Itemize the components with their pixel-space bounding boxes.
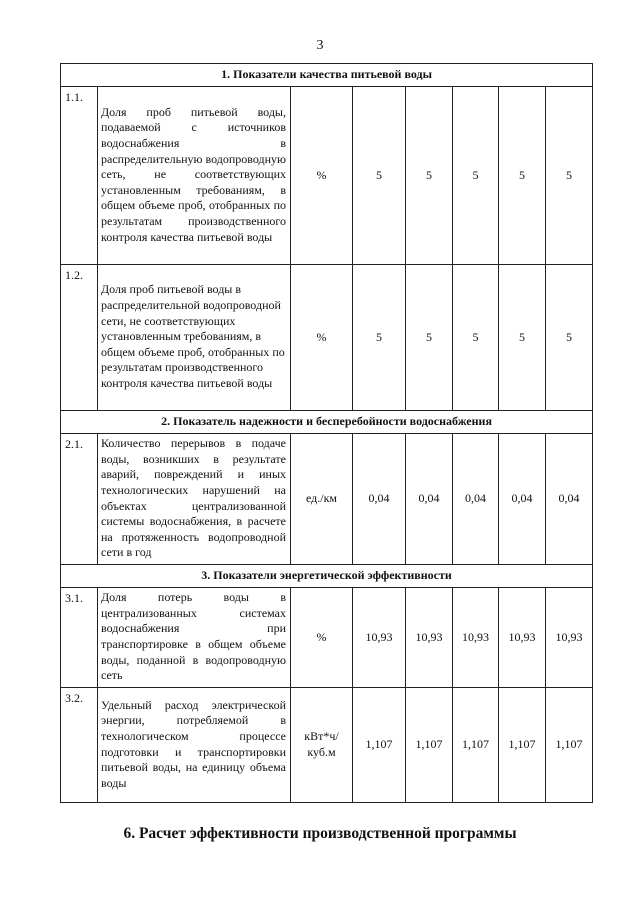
- section-header: [61, 411, 593, 434]
- value-cell: 1,107: [406, 688, 453, 803]
- table-row: [61, 434, 593, 565]
- section-heading: 6. Расчет эффективности производственной программы: [123, 825, 517, 842]
- value-cell: 5: [453, 265, 499, 411]
- row-description: Удельный расход электрической энергии, потребляемой в технологическом процессе подготовки и транспортировки питьевой воды, на единицу объема воды: [98, 688, 291, 803]
- section-title: 2. Показатель надежности и бесперебойности водоснабжения: [61, 411, 593, 434]
- value-cell: 0,04: [406, 434, 453, 565]
- section-title: 3. Показатели энергетической эффективности: [61, 565, 593, 588]
- table-row: [61, 688, 593, 803]
- row-description: Доля проб питьевой воды, подаваемой с источников водоснабжения в распределительную водопроводную сеть, не соответствующих установленным требованиям, в общем объеме проб, отобранных по результатам производственного контроля качества питьевой воды: [98, 87, 291, 265]
- row-description: Доля потерь воды в централизованных системах водоснабжения при транспортировке в общем объеме воды, поданной в водопроводную сеть: [98, 588, 291, 688]
- unit-cell: %: [291, 588, 353, 688]
- page-number: 3: [316, 38, 324, 53]
- value-cell: 0,04: [546, 434, 593, 565]
- value-cell: 10,93: [406, 588, 453, 688]
- value-cell: 5: [499, 265, 546, 411]
- row-description: Количество перерывов в подаче воды, возникших в результате аварий, повреждений и иных технологических нарушений на объектах централизованной системы водоснабжения, в расчете на протяженность водопроводной сети в год: [98, 434, 291, 565]
- section-title: 1. Показатели качества питьевой воды: [61, 64, 593, 87]
- value-cell: 1,107: [453, 688, 499, 803]
- table-row: [61, 588, 593, 688]
- section-header: [61, 565, 593, 588]
- value-cell: 10,93: [546, 588, 593, 688]
- row-number: 1.1.: [61, 87, 98, 265]
- value-cell: 5: [453, 87, 499, 265]
- indicators-table: [60, 63, 593, 803]
- value-cell: 0,04: [453, 434, 499, 565]
- value-cell: 0,04: [499, 434, 546, 565]
- value-cell: 1,107: [546, 688, 593, 803]
- row-number: 3.2.: [61, 688, 98, 803]
- unit-cell: %: [291, 87, 353, 265]
- row-number: 2.1.: [61, 434, 98, 565]
- row-description: Доля проб питьевой воды в распределительной водопроводной сети, не соответствующих установленным требованиям, в общем объеме проб, отобранных по результатам производственного контроля качества питьевой воды: [98, 265, 291, 411]
- value-cell: 5: [546, 265, 593, 411]
- value-cell: 1,107: [353, 688, 406, 803]
- unit-cell: кВт*ч/ куб.м: [291, 688, 353, 803]
- value-cell: 5: [406, 265, 453, 411]
- value-cell: 0,04: [353, 434, 406, 565]
- value-cell: 5: [406, 87, 453, 265]
- unit-cell: ед./км: [291, 434, 353, 565]
- value-cell: 5: [353, 87, 406, 265]
- row-number: 1.2.: [61, 265, 98, 411]
- value-cell: 5: [546, 87, 593, 265]
- value-cell: 5: [353, 265, 406, 411]
- value-cell: 1,107: [499, 688, 546, 803]
- section-header: [61, 64, 593, 87]
- row-number: 3.1.: [61, 588, 98, 688]
- value-cell: 10,93: [499, 588, 546, 688]
- table-row: [61, 265, 593, 411]
- unit-cell: %: [291, 265, 353, 411]
- value-cell: 10,93: [353, 588, 406, 688]
- value-cell: 5: [499, 87, 546, 265]
- table-row: [61, 87, 593, 265]
- value-cell: 10,93: [453, 588, 499, 688]
